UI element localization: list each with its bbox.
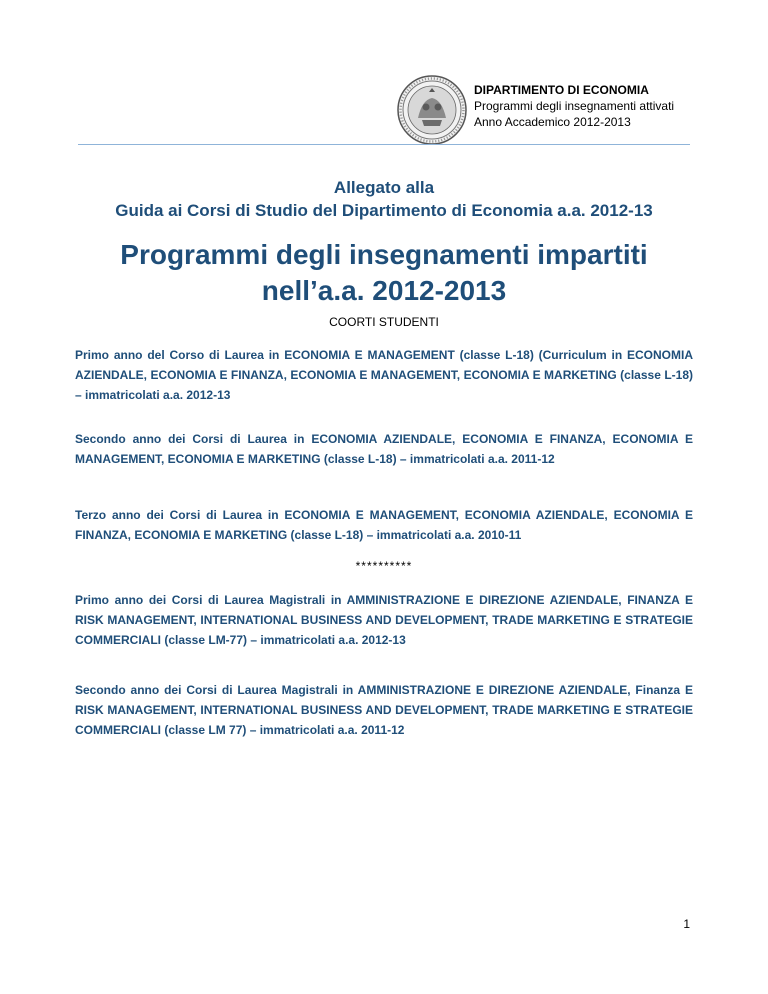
cohort-paragraph-2: Secondo anno dei Corsi di Laurea in ECONOMIA AZIENDALE, ECONOMIA E FINANZA, ECONOMIA E MANAGEMENT, ECONOMIA E MARKETING (classe L-18) – immatricolati a.a. 2011-12 [75, 432, 693, 466]
subtitle-line-1: Allegato alla [333, 178, 435, 197]
university-seal-icon [396, 74, 468, 146]
header-divider [78, 144, 690, 145]
academic-year: Anno Accademico 2012-2013 [474, 115, 631, 129]
title-line-2: nell’a.a. 2012-2013 [261, 275, 507, 306]
page-number: 1 [683, 917, 690, 931]
cohort-paragraph-3: Terzo anno dei Corsi di Laurea in ECONOMIA E MANAGEMENT, ECONOMIA AZIENDALE, ECONOMIA E FINANZA, ECONOMIA E MARKETING (classe L-18) – immatricolati a.a. 2010-11 [75, 508, 693, 542]
cohort-paragraph-1: Primo anno del Corso di Laurea in ECONOMIA E MANAGEMENT (classe L-18) (Curriculum in ECONOMIA AZIENDALE, ECONOMIA E FINANZA, ECONOMIA E MANAGEMENT, ECONOMIA E MARKETING (classe L-18) – immatricolati a.a. 2012-13 [75, 348, 693, 402]
page-title [0, 237, 768, 309]
separator: ********** [355, 559, 413, 573]
subtitle-line-2: Guida ai Corsi di Studio del Dipartimento di Economia a.a. 2012-13 [115, 201, 653, 220]
header-subtitle: Programmi degli insegnamenti attivati [474, 99, 675, 113]
title-line-1: Programmi degli insegnamenti impartiti [120, 239, 648, 270]
header-text-block [474, 82, 674, 130]
attachment-subtitle [0, 176, 768, 222]
department-name: DIPARTIMENTO DI ECONOMIA [474, 83, 649, 97]
section-label: COORTI STUDENTI [329, 315, 439, 329]
document-header [396, 74, 716, 146]
cohort-paragraph-4: Primo anno dei Corsi di Laurea Magistrali in AMMINISTRAZIONE E DIREZIONE AZIENDALE, FINANZA E RISK MANAGEMENT, INTERNATIONAL BUSINESS AND DEVELOPMENT, TRADE MARKETING E STRATEGIE COMMERCIALI (classe LM-77) – immatricolati a.a. 2012-13 [75, 593, 693, 647]
cohort-paragraph-5: Secondo anno dei Corsi di Laurea Magistrali in AMMINISTRAZIONE E DIREZIONE AZIENDALE, Finanza E RISK MANAGEMENT, INTERNATIONAL BUSINESS AND DEVELOPMENT, TRADE MARKETING E STRATEGIE COMMERCIALI (classe LM 77) – immatricolati a.a. 2011-12 [75, 683, 693, 737]
